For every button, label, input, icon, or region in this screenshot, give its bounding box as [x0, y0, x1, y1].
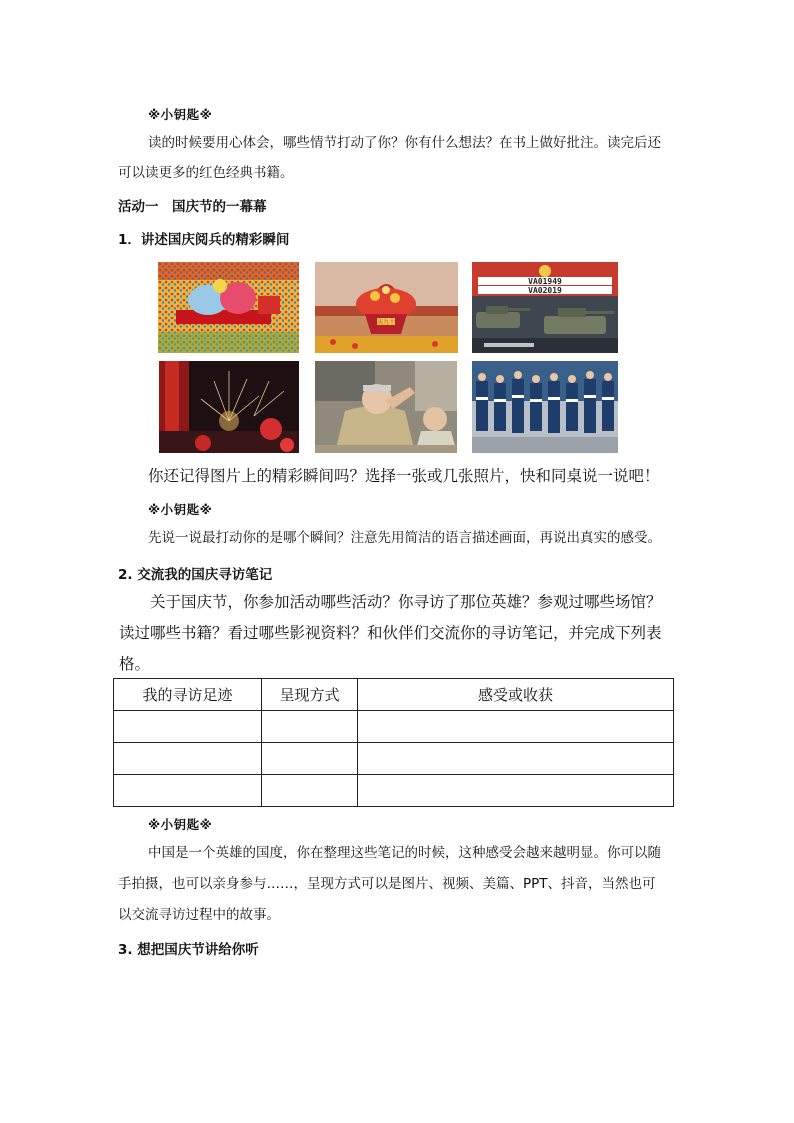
tip-3-line-1: 中国是一个英雄的国度，你在整理这些笔记的时候，这种感受会越来越明显。你可以随 [148, 845, 661, 861]
tip-label: ※小钥匙※ [148, 107, 213, 122]
visit-notes-table [113, 678, 674, 807]
tip-2-text: 先说一说最打动你的是哪个瞬间？注意先用简洁的语言描述画面，再说出真实的感受。 [148, 530, 661, 546]
plate-2: VA02019 [528, 286, 562, 295]
intro-line-2: 可以读更多的红色经典书籍。 [118, 165, 294, 181]
table-cell[interactable] [262, 775, 358, 807]
table-row [114, 775, 674, 807]
table-header-cell: 呈现方式 [262, 679, 358, 711]
activity-title: 活动一 国庆节的一幕幕 [118, 199, 267, 215]
photo-soldiers [472, 361, 618, 453]
photo-tanks [472, 262, 618, 353]
tip-label-3: ※小钥匙※ [148, 817, 213, 832]
tip-label-2: ※小钥匙※ [148, 502, 213, 517]
tip-3-line-3: 以交流寻访过程中的故事。 [118, 907, 280, 923]
photo-fireworks [159, 361, 299, 453]
table-header-cell: 我的寻访足迹 [114, 679, 262, 711]
section-1-title: 1．讲述国庆阅兵的精彩瞬间 [118, 232, 290, 248]
table-header-row [114, 679, 674, 711]
table-cell[interactable] [262, 743, 358, 775]
table-cell[interactable] [114, 711, 262, 743]
section-2-line-1: 关于国庆节，你参加活动哪些活动？你寻访了那位英雄？参观过哪些场馆？ [150, 593, 662, 611]
tip-3-line-2: 手拍摄，也可以亲身参与……，呈现方式可以是图片、视频、美篇、PPT、抖音，当然也可 [118, 876, 656, 892]
section-2-line-2: 读过哪些书籍？看过哪些影视资料？和伙伴们交流你的寻访笔记，并完成下列表 [119, 624, 662, 642]
table-row [114, 711, 674, 743]
table-row [114, 743, 674, 775]
photo-flower-basket [315, 262, 458, 353]
section-3-title: 3. 想把国庆节讲给你听 [118, 942, 259, 958]
intro-line-1: 读的时候要用心体会，哪些情节打动了你？你有什么想法？在书上做好批注。读完后还 [148, 135, 661, 151]
section-2-line-3: 格。 [119, 655, 151, 673]
photo-float-parade [158, 262, 299, 353]
table-header-cell: 感受或收获 [358, 679, 674, 711]
table-cell[interactable] [114, 743, 262, 775]
plate-1: VA01949 [528, 277, 562, 286]
table-cell[interactable] [114, 775, 262, 807]
table-cell[interactable] [358, 743, 674, 775]
table-cell[interactable] [358, 711, 674, 743]
basket-text: 庆九十 [376, 319, 396, 326]
section-2-title: 2. 交流我的国庆寻访笔记 [118, 567, 273, 583]
photo-question: 你还记得图片上的精彩瞬间吗？选择一张或几张照片，快和同桌说一说吧！ [148, 467, 660, 485]
table-cell[interactable] [262, 711, 358, 743]
photo-veterans [315, 361, 457, 453]
table-cell[interactable] [358, 775, 674, 807]
